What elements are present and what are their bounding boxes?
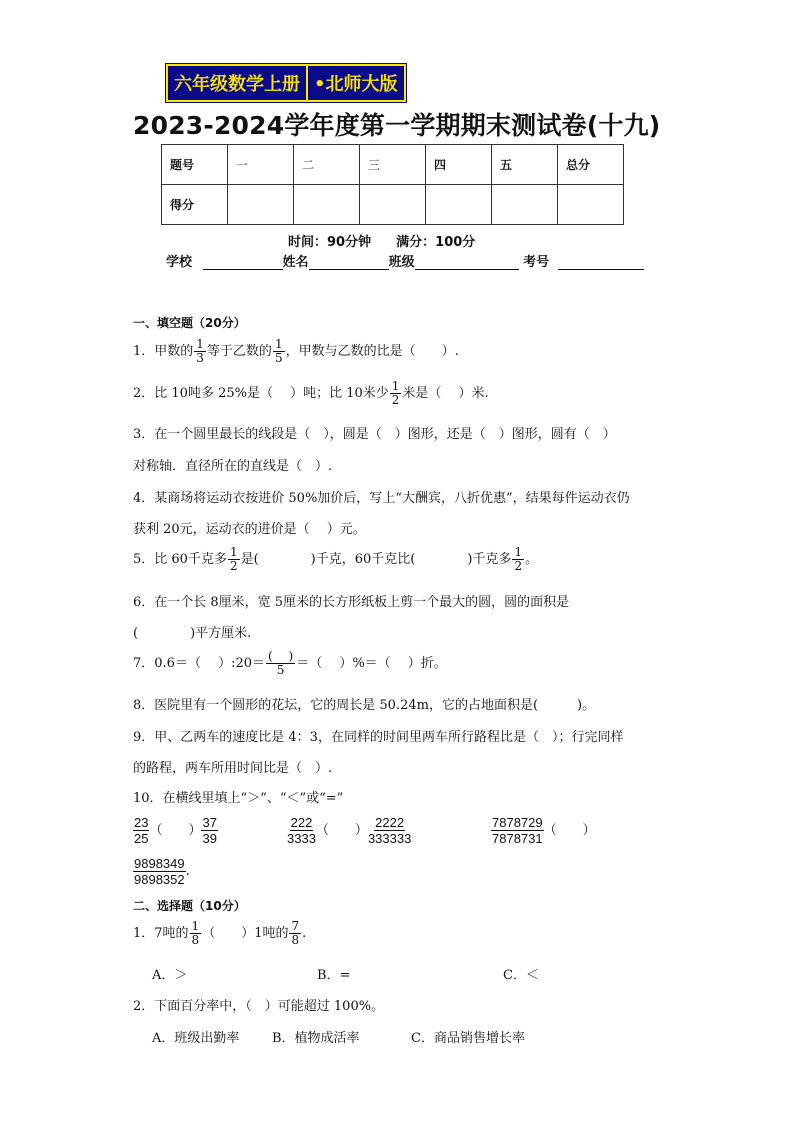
score-cell[interactable] [294,185,360,225]
numerator: 222 [290,815,313,830]
numerator: 1 [514,545,523,559]
fraction [512,546,524,573]
score-cell[interactable] [228,185,294,225]
question-2-2: 2．下面百分率中，（ ）可能超过 100%。 [133,999,385,1014]
numerator: 2222 [375,815,405,830]
denominator: 5 [276,663,285,677]
fraction [194,338,206,365]
denominator: 25 [134,831,149,846]
q1-1-text-c: ，甲数与乙数的比是（ ）. [285,344,459,359]
question-1-1 [133,338,459,365]
school-blank[interactable] [203,255,283,270]
denominator: 39 [202,831,217,846]
comparison-pair-left [491,815,596,846]
comparison-blank[interactable]: （ ） [543,823,596,838]
denominator: 5 [274,351,283,365]
q2-1-text-b: （ ）1吨的 [202,926,289,941]
q10-end-period: . [185,864,190,879]
score-row-label: 得分 [162,185,228,225]
fraction [266,650,295,677]
fraction [133,815,149,846]
badge-edition-label: •北师大版 [314,74,398,95]
grade-edition-badge [166,64,406,102]
question-2-1 [133,920,306,947]
fraction [133,856,186,887]
score-cell[interactable] [360,185,426,225]
question-1-2 [133,380,489,407]
numerator: 9898349 [134,856,185,871]
q1-5-text-c: 。 [525,552,539,567]
question-1-10-intro: 10．在横线里填上“＞”、“＜”或“=” [133,791,344,806]
q1-7-text-a: 7．0.6＝（ ）:20＝ [133,656,265,671]
number-blank[interactable] [558,255,644,270]
numerator: 7 [291,919,300,933]
q2-1-text-a: 1．7吨的 [133,926,189,941]
section-1-title: 一、填空题（20分） [133,316,246,330]
denominator: 3 [196,351,204,365]
denominator: 8 [191,933,200,947]
q2-2-option-c[interactable]: C．商品销售增长率 [411,1031,525,1046]
score-table-score-row [162,185,624,225]
comparison-blank[interactable]: （ ） [315,823,368,838]
denominator: 2 [391,393,400,407]
exam-title: 2023-2024学年度第一学期期末测试卷(十九) [133,111,661,140]
number-label: 考号 [523,255,550,270]
score-header-cell: 三 [360,145,426,185]
numerator: 37 [202,815,217,830]
numerator: 1 [274,337,283,351]
score-table [161,144,624,225]
denominator: 2 [514,559,523,573]
q1-1-text-b: 等于乙数的 [206,344,272,359]
comparison-blank[interactable]: （ ） [149,823,202,838]
fraction [390,380,402,407]
fraction [287,815,316,846]
q1-2-text-b: 米是（ ）米. [402,386,489,401]
q1-1-text-a: 1．甲数的 [133,344,194,359]
numerator: 1 [196,337,204,351]
q1-5-text-b: 是( )千克，60千克比( )千克多 [240,552,512,567]
question-1-7 [133,650,447,677]
student-info-line [166,251,644,270]
q2-1-option-a[interactable]: A．＞ [152,968,188,983]
score-header-cell: 一 [228,145,294,185]
question-1-8: 8．医院里有一个圆形的花坛，它的周长是 50.24m，它的占地面积是( )。 [133,698,596,713]
score-cell[interactable] [492,185,558,225]
comparison-pair [133,815,218,846]
question-1-4-line1: 4．某商场将运动衣按进价 50%加价后，写上“大酬宾，八折优惠”，结果每件运动衣仍 [133,491,630,506]
question-1-6-line1: 6．在一个长 8厘米，宽 5厘米的长方形纸板上剪一个最大的圆，圆的面积是 [133,595,570,610]
question-1-3-line1: 3．在一个圆里最长的线段是（ ），圆是（ ）图形，还是（ ）图形，圆有（ ） [133,427,616,442]
denominator: 7878731 [492,831,543,846]
question-1-3-line2: 对称轴．直径所在的直线是（ ）. [133,459,333,474]
q1-7-text-b: ＝（ ）%＝（ ）折。 [296,656,447,671]
fraction [201,815,217,846]
question-1-9-line1: 9．甲、乙两车的速度比是 4：3，在同样的时间里两车所行路程比是（ ）；行完同样 [133,730,624,745]
fraction [368,815,411,846]
school-label: 学校 [166,255,193,270]
score-cell[interactable] [558,185,624,225]
class-blank[interactable] [415,255,519,270]
denominator: 9898352 [134,872,185,887]
name-label: 姓名 [282,255,309,270]
fraction [491,815,544,846]
exam-time-line [288,231,475,250]
denominator: 333333 [367,831,412,846]
question-1-4-line2: 获利 20元，运动衣的进价是（ ）元。 [133,522,366,537]
class-label: 班级 [388,255,415,270]
numerator: 7878729 [492,815,543,830]
score-header-cell: 总分 [558,145,624,185]
fraction [190,920,202,947]
q2-1-option-c[interactable]: C．＜ [503,968,539,983]
numerator: ( ) [268,649,294,663]
numerator: 23 [134,815,149,830]
numerator: 1 [229,545,238,559]
score-table-header-row [162,145,624,185]
question-1-6-line2: ( )平方厘米. [133,626,252,641]
numerator: 1 [391,379,400,393]
section-2-title: 二、选择题（10分） [133,899,246,913]
denominator: 2 [229,559,238,573]
exam-full-score: 满分：100分 [396,235,476,250]
fraction [273,338,285,365]
score-header-cell: 题号 [162,145,228,185]
numerator: 1 [191,919,200,933]
q2-1-text-c: . [302,926,307,941]
score-header-cell: 五 [492,145,558,185]
question-1-5 [133,546,538,573]
name-blank[interactable] [309,255,389,270]
score-cell[interactable] [426,185,492,225]
fraction [228,546,240,573]
denominator: 3333 [287,831,316,846]
fraction [289,920,301,947]
q2-2-option-b[interactable]: B．植物成活率 [272,1031,360,1046]
q2-1-option-b[interactable]: B．= [317,968,351,983]
exam-time: 时间：90分钟 [288,235,372,250]
score-header-cell: 二 [294,145,360,185]
denominator: 8 [291,933,300,947]
score-header-cell: 四 [426,145,492,185]
badge-grade-label: 六年级数学上册 [174,74,300,95]
q1-5-text-a: 5．比 60千克多 [133,552,227,567]
q2-2-option-a[interactable]: A．班级出勤率 [152,1031,240,1046]
comparison-pair [287,815,411,846]
question-1-9-line2: 的路程，两车所用时间比是（ ）. [133,761,333,776]
q1-2-text-a: 2．比 10吨多 25%是（ ）吨；比 10米少 [133,386,389,401]
comparison-pair-right [133,856,190,887]
